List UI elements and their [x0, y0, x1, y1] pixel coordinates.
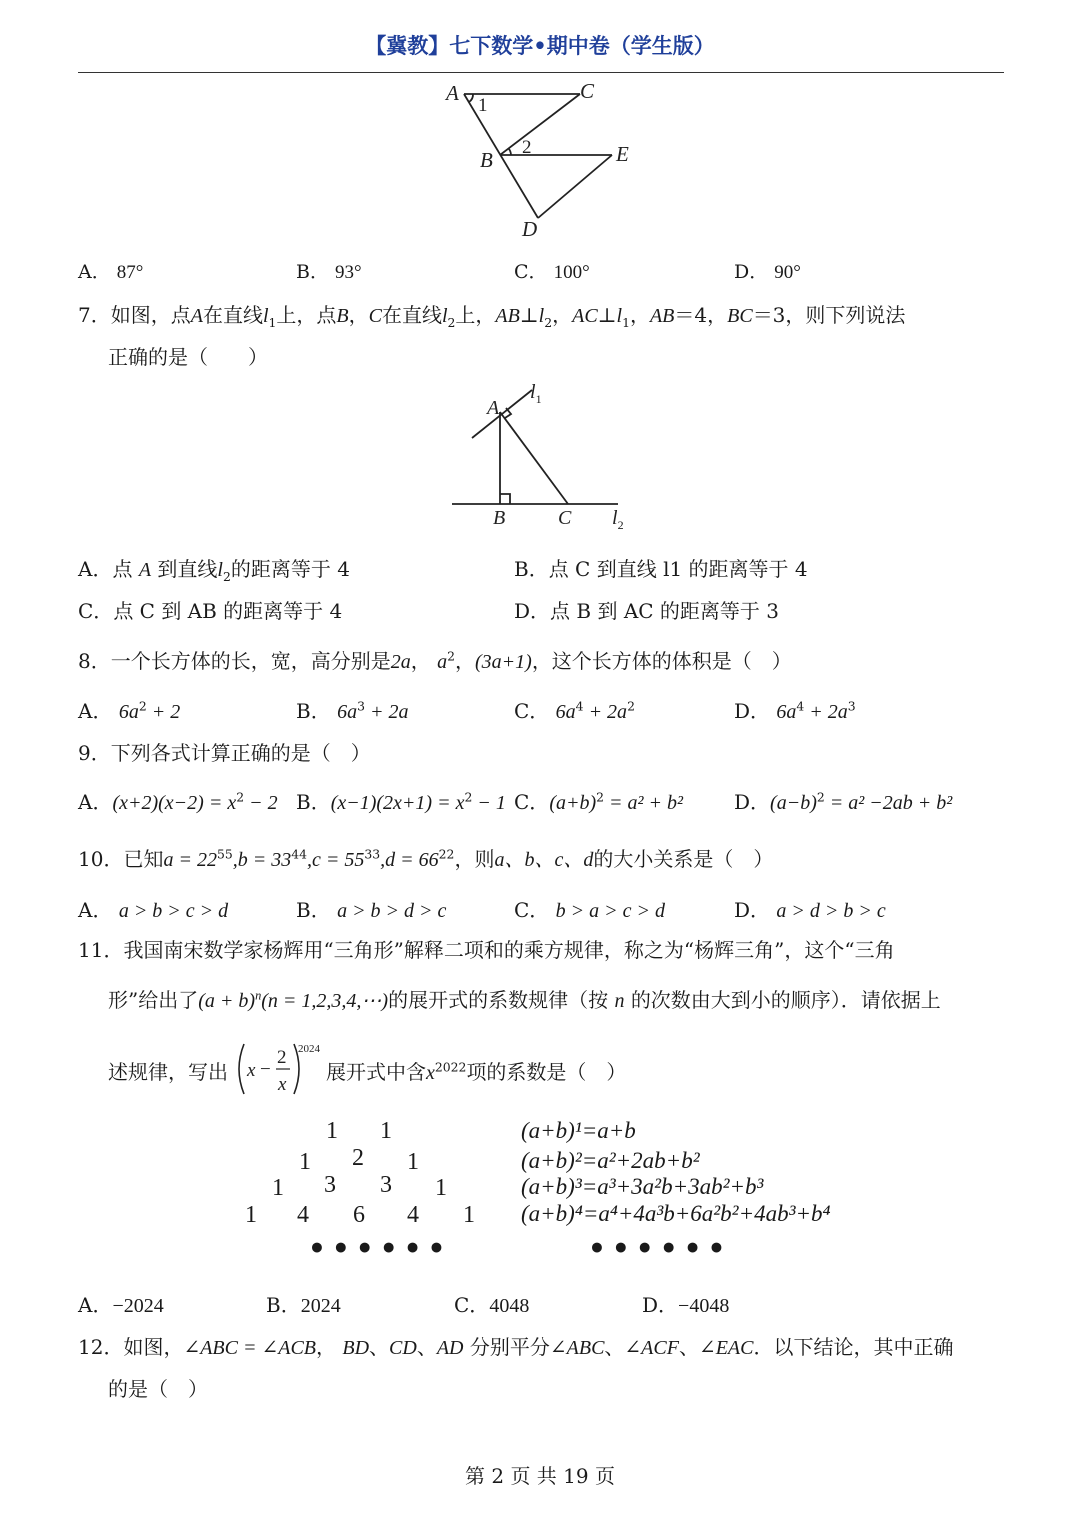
- page-footer: 第 2 页 共 19 页: [465, 1464, 615, 1488]
- q12-stem-line2: 的是（ ）: [108, 1377, 208, 1401]
- q9-option-a[interactable]: A．$(x+2)(x-2) = x^2 - 2$: [78, 789, 278, 814]
- q11-option-b[interactable]: B．2024: [266, 1293, 341, 1317]
- figure-q7: [450, 382, 640, 532]
- segment-bc: [500, 94, 580, 155]
- q8-option-c[interactable]: C． $6a^4 + 2a^2$: [514, 698, 635, 723]
- figure-q6: [440, 78, 660, 243]
- triangle-number: 1: [435, 1175, 447, 1201]
- label-a: A: [446, 81, 459, 105]
- label-b: B: [480, 148, 493, 172]
- triangle-number: 1: [326, 1118, 338, 1144]
- q11-stem-line3-tail: 展开式中含$x^{2022}$项的系数是（ ）: [326, 1059, 627, 1084]
- fraction-power: 2024: [298, 1043, 320, 1055]
- q8-option-b[interactable]: B． $6a^3 + 2a$: [296, 698, 409, 723]
- label-d: D: [522, 217, 538, 241]
- formula-row: (a+b)⁴=a⁴+4a³b+6a²b²+4ab³+b⁴: [521, 1201, 831, 1226]
- q8-stem: 8．一个长方体的长，宽，高分别是2a， $a^2$，(3a+1)，这个长方体的体积是（ ）: [78, 648, 792, 673]
- q12-stem-line1: 12．如图，∠ABC = ∠ACB， BD、CD、AD 分别平分∠ABC、∠ACF、∠EAC．以下结论，其中正确: [78, 1335, 954, 1359]
- triangle-number: 1: [380, 1118, 392, 1144]
- label-l1: $l_1$: [530, 382, 542, 406]
- q11-option-a[interactable]: A．−2024: [78, 1293, 164, 1317]
- q6-option-d[interactable]: D． 90°: [734, 261, 801, 283]
- triangle-number: 1: [272, 1175, 284, 1201]
- triangle-number: 3: [380, 1172, 392, 1198]
- triangle-number: 4: [407, 1202, 419, 1228]
- fraction-minus: −: [260, 1059, 271, 1080]
- q6-option-b[interactable]: B． 93°: [296, 261, 362, 283]
- fraction-numerator: 2: [277, 1047, 287, 1068]
- segment-de: [538, 155, 612, 218]
- triangle-number: 1: [299, 1149, 311, 1175]
- fraction-denominator: x: [278, 1074, 287, 1095]
- formula-row: (a+b)³=a³+3a²b+3ab²+b³: [521, 1174, 764, 1199]
- q11-stem-line2: 形”给出了$(a + b)^n(n$ = 1,2,3,4,⋯)的展开式的系数规律（按 n 的次数由大到小的顺序）．请依据上: [108, 988, 941, 1012]
- triangle-dots: ••••••: [308, 1232, 452, 1265]
- fraction-x: x: [247, 1060, 256, 1081]
- triangle-number: 1: [407, 1149, 419, 1175]
- label-l2: $l_2$: [612, 507, 624, 532]
- angle-1-label: 1: [478, 95, 488, 116]
- q11-stem-line1: 11．我国南宋数学家杨辉用“三角形”解释二项和的乘方规律，称之为“杨辉三角”，这个“三角: [78, 938, 895, 962]
- q7-option-b[interactable]: B．点 C 到直线 l1 的距离等于 4: [514, 557, 808, 581]
- q10-option-d[interactable]: D． a > d > b > c: [734, 898, 886, 922]
- label-a: A: [487, 397, 500, 419]
- q7-option-d[interactable]: D．点 B 到 AC 的距离等于 3: [514, 599, 780, 623]
- formula-row: (a+b)¹=a+b: [521, 1118, 636, 1143]
- label-b: B: [493, 507, 506, 529]
- q11-stem-line3: 述规律，写出: [108, 1060, 228, 1084]
- label-c: C: [558, 507, 572, 529]
- q9-stem: 9．下列各式计算正确的是（ ）: [78, 741, 371, 765]
- q10-stem: 10．已知$a = 22^{55},b = 33^{44},c = 55^{33},d = 66^{22}$，则a、b、c、d的大小关系是（ ）: [78, 846, 774, 871]
- triangle-number: 1: [245, 1202, 257, 1228]
- segment-ac: [500, 412, 568, 504]
- triangle-number: 6: [353, 1202, 365, 1228]
- q10-option-c[interactable]: C． b > a > c > d: [514, 898, 666, 922]
- q6-option-c[interactable]: C． 100°: [514, 261, 590, 283]
- left-paren: [239, 1044, 244, 1094]
- triangle-number: 3: [324, 1172, 336, 1198]
- triangle-number: 2: [352, 1145, 364, 1171]
- triangle-number: 4: [297, 1202, 309, 1228]
- q10-option-b[interactable]: B． a > b > d > c: [296, 898, 447, 922]
- angle-1-arc: [469, 94, 473, 102]
- formula-row: (a+b)²=a²+2ab+b²: [521, 1148, 700, 1173]
- q7-stem-line2: 正确的是（ ）: [108, 345, 268, 369]
- triangle-number: 1: [463, 1202, 475, 1228]
- q6-option-a[interactable]: A． 87°: [78, 261, 144, 283]
- q11-option-d[interactable]: D．−4048: [642, 1293, 730, 1317]
- page-header: 【冀教】七下数学•期中卷（学生版）: [365, 33, 715, 58]
- label-e: E: [616, 142, 629, 166]
- right-angle-b: [500, 494, 510, 504]
- q9-option-b[interactable]: B．$(x-1)(2x+1) = x^2 - 1$: [296, 789, 506, 814]
- q7-option-c[interactable]: C．点 C 到 AB 的距离等于 4: [78, 599, 343, 623]
- label-c: C: [580, 79, 595, 103]
- q8-option-d[interactable]: D． $6a^4 + 2a^3$: [734, 698, 856, 723]
- q9-option-c[interactable]: C．$(a+b)^2 = a^2 + b^2$: [514, 789, 684, 814]
- right-angle-a: [505, 408, 511, 418]
- formula-dots: ••••••: [588, 1232, 732, 1265]
- q10-option-a[interactable]: A． a > b > c > d: [78, 898, 229, 922]
- q11-option-c[interactable]: C．4048: [454, 1293, 530, 1317]
- header-divider: [78, 72, 1004, 73]
- angle-2-label: 2: [522, 137, 532, 158]
- q7-stem-line1: 7．如图，点A在直线$l_1$上，点B，C在直线$l_2$上，$AB\perp l_2$，$AC\perp l_1$，AB＝4，BC＝3，则下列说法: [78, 303, 906, 330]
- q7-option-a[interactable]: A．点 A 到直线$l_2$的距离等于 4: [78, 557, 350, 584]
- q8-option-a[interactable]: A． $6a^2 + 2$: [78, 698, 181, 723]
- q9-option-d[interactable]: D．$(a-b)^2 = a^2 -2ab + b^2$: [734, 789, 953, 814]
- q11-fraction-expression: [232, 1038, 332, 1100]
